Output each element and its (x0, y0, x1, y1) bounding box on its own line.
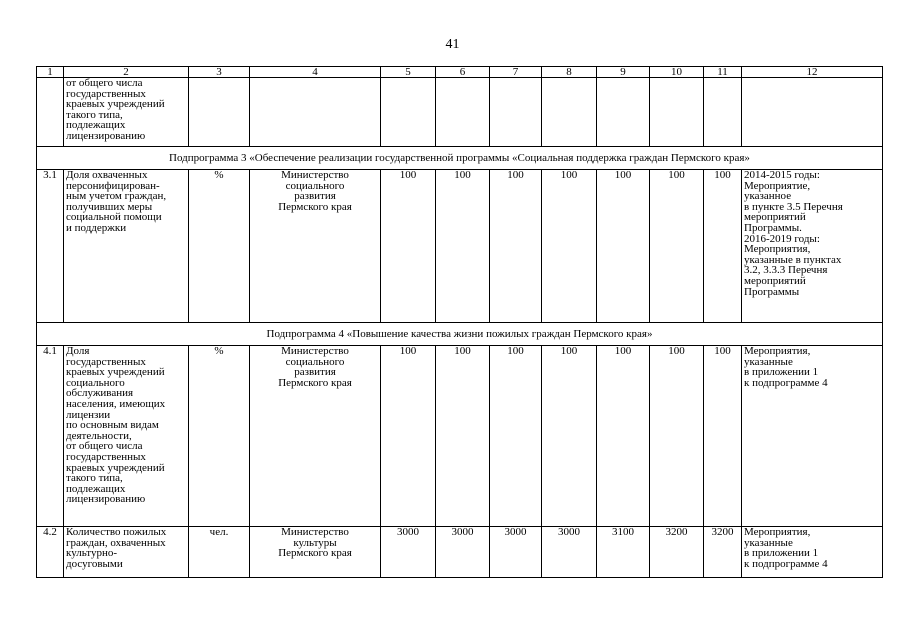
value-cell: 100 (381, 170, 436, 323)
note-cell: 2014-2015 годы: Мероприятие, указанное в пункте 3.5 Перечня мероприятий Программы. 2016-2019 годы: Мероприятия, указанные в пунктах 3.2, 3.3.3 Перечня мероприятий Программы (742, 170, 883, 323)
table-row (37, 170, 883, 323)
responsible-org: Министерство культуры Пермского края (250, 527, 381, 578)
subprogram-title: Подпрограмма 4 «Повышение качества жизни пожилых граждан Пермского края» (37, 323, 883, 346)
value-cell: 100 (542, 346, 597, 527)
value-cell: 100 (490, 170, 542, 323)
value-cell: 3000 (381, 527, 436, 578)
value-cell: 100 (650, 170, 704, 323)
column-header: 12 (742, 67, 883, 78)
column-header: 4 (250, 67, 381, 78)
indicator-name: Доля охваченных персонифицирован- ным учетом граждан, получивших меры социальной помощи и поддержки (64, 170, 189, 323)
note-cell: Мероприятия, указанные в приложении 1 к подпрограмме 4 (742, 527, 883, 578)
table-row (37, 78, 883, 147)
indicator-name: Доля государственных краевых учреждений социального обслуживания населения, имеющих лицензии по основным видам деятельности, от общего числа государственных краевых учреждений такого типа, подлежащих лицензированию (64, 346, 189, 527)
indicator-name: от общего числа государственных краевых учреждений такого типа, подлежащих лицензированию (64, 78, 189, 147)
subprogram-title: Подпрограмма 3 «Обеспечение реализации государственной программы «Социальная поддержка граждан Пермского края» (37, 147, 883, 170)
unit: % (189, 346, 250, 527)
header-row (37, 67, 883, 78)
value-cell: 100 (704, 346, 742, 527)
indicators-table (36, 66, 883, 578)
column-header: 1 (37, 67, 64, 78)
value-cell: 3000 (436, 527, 490, 578)
unit: % (189, 170, 250, 323)
page-number: 41 (445, 37, 460, 52)
column-header: 3 (189, 67, 250, 78)
note-cell: Мероприятия, указанные в приложении 1 к подпрограмме 4 (742, 346, 883, 527)
table-row (37, 527, 883, 578)
value-cell: 100 (436, 346, 490, 527)
responsible-org: Министерство социального развития Пермского края (250, 170, 381, 323)
value-cell: 3000 (490, 527, 542, 578)
value-cell: 100 (650, 346, 704, 527)
unit: чел. (189, 527, 250, 578)
column-header: 2 (64, 67, 189, 78)
subprogram-row (37, 323, 883, 346)
subprogram-row (37, 147, 883, 170)
value-cell: 3000 (542, 527, 597, 578)
indicator-name: Количество пожилых граждан, охваченных культурно- досуговыми (64, 527, 189, 578)
column-header: 6 (436, 67, 490, 78)
value-cell: 100 (542, 170, 597, 323)
value-cell: 100 (704, 170, 742, 323)
value-cell: 100 (436, 170, 490, 323)
row-number: 4.2 (37, 527, 64, 578)
column-header: 7 (490, 67, 542, 78)
row-number: 3.1 (37, 170, 64, 323)
table-row (37, 346, 883, 527)
column-header: 11 (704, 67, 742, 78)
column-header: 5 (381, 67, 436, 78)
column-header: 10 (650, 67, 704, 78)
row-number: 4.1 (37, 346, 64, 527)
responsible-org: Министерство социального развития Пермского края (250, 346, 381, 527)
column-header: 8 (542, 67, 597, 78)
value-cell: 3200 (650, 527, 704, 578)
column-header: 9 (597, 67, 650, 78)
value-cell: 100 (490, 346, 542, 527)
value-cell: 100 (597, 346, 650, 527)
value-cell: 100 (597, 170, 650, 323)
value-cell: 100 (381, 346, 436, 527)
value-cell: 3100 (597, 527, 650, 578)
value-cell: 3200 (704, 527, 742, 578)
